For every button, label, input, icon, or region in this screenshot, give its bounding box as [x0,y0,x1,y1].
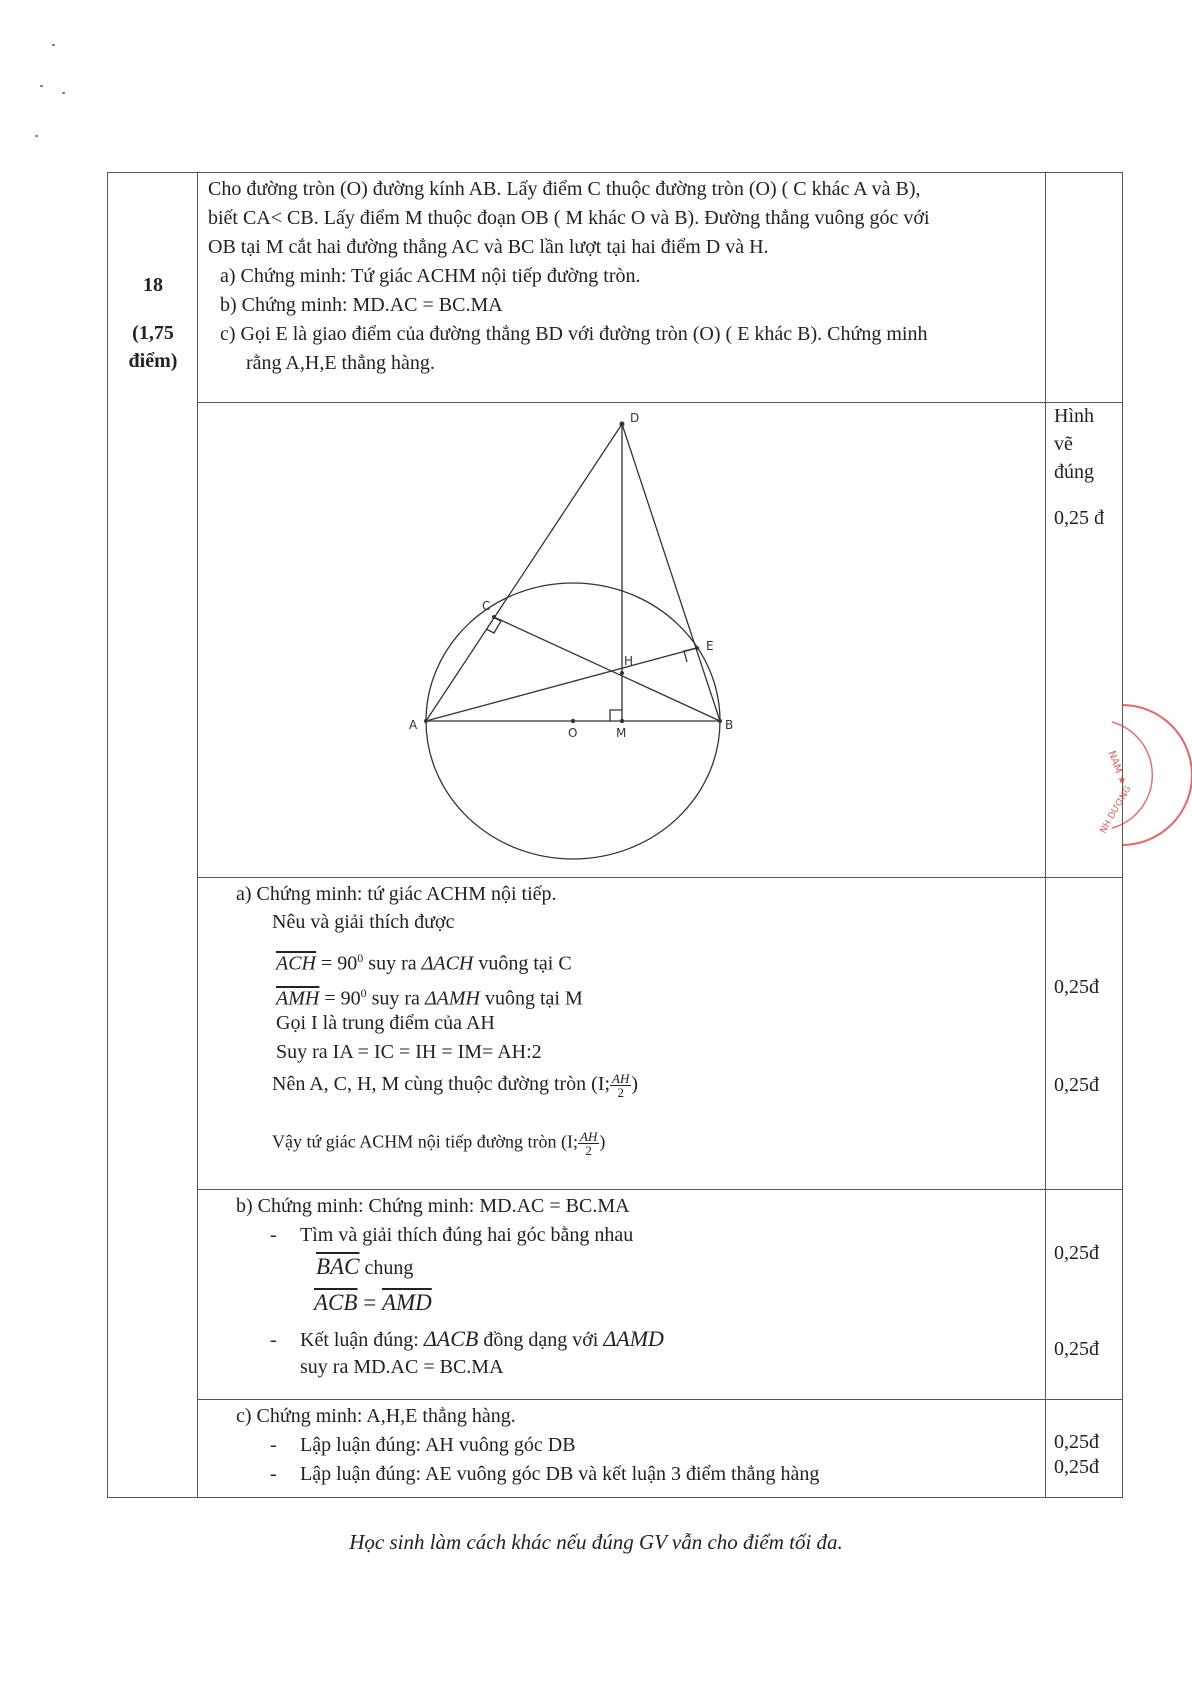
fraction-num: AH [580,1129,598,1144]
problem-cell [198,173,1046,403]
answer-a-line-4: Gọi I là trung điểm của AH [276,1012,495,1034]
right-angle-m [610,710,622,721]
answer-c-line-1: Lập luận đúng: AH vuông góc DB [300,1434,576,1456]
answer-a-score-1: 0,25đ [1054,976,1099,998]
degree: 0 [360,986,367,1000]
right-angle-e [684,648,697,662]
answer-table [107,172,1123,1498]
problem-line-3: OB tại M cắt hai đường thẳng AC và BC lần lượt tại hai điểm D và H. [208,236,769,258]
label-b: B [725,718,734,732]
answer-c-dash-2: - [270,1463,277,1485]
angle-ach: $\overline{ACH}$ [276,952,316,975]
circle-statement: Nên A, C, H, M cùng thuộc đường tròn (I; [272,1073,611,1095]
answer-b-score-1: 0,25đ [1054,1242,1099,1264]
answer-a-score-cell [1046,878,1123,1190]
problem-part-b: b) Chứng minh: MD.AC = BC.MA [220,294,503,316]
answer-b-line-5: suy ra MD.AC = BC.MA [300,1356,504,1378]
problem-line-2: biết CA< CB. Lấy điểm M thuộc đoạn OB ( M khác O và B). Đường thẳng vuông góc với [208,207,930,229]
figure-score-label-3: đúng [1054,461,1094,483]
label-d: D [630,411,640,425]
answer-b-line-1: Tìm và giải thích đúng hai góc bằng nhau [300,1224,634,1246]
problem-part-a: a) Chứng minh: Tứ giác ACHM nội tiếp đường tròn. [220,265,641,287]
right-at-m: vuông tại M [480,987,583,1010]
figure-score-label-2: vẽ [1054,433,1073,455]
answer-a-line-7 [272,1130,605,1157]
problem-line-1: Cho đường tròn (O) đường kính AB. Lấy điểm C thuộc đường tròn (O) ( C khác A và B), [208,178,921,200]
scan-speck [52,44,55,46]
answer-b-title: b) Chứng minh: Chứng minh: MD.AC = BC.MA [236,1195,630,1217]
point-a [424,719,428,723]
point-m [620,719,624,723]
answer-b-line-4 [300,1324,664,1355]
question-points-unit: điểm) [128,350,178,372]
figure-score: 0,25 đ [1054,507,1104,529]
fraction-den: 2 [585,1143,592,1158]
label-h: H [624,654,634,668]
seal-text-2: NH DƯƠNG [1098,784,1134,836]
angle-acb: $\overline{ACB}$ [314,1290,358,1315]
answer-b-score-2: 0,25đ [1054,1338,1099,1360]
right-at-c: vuông tại C [473,952,572,975]
answer-b-dash-1: - [270,1224,277,1246]
figure-cell [198,403,1046,878]
degree: 0 [357,951,364,965]
answer-c-score-1: 0,25đ [1054,1431,1099,1453]
problem-score-cell [1046,173,1123,403]
scan-speck [35,135,38,137]
point-b [718,719,722,723]
problem-part-c: c) Gọi E là giao điểm của đường thẳng BD với đường tròn (O) ( E khác B). Chứng minh [220,323,928,345]
answer-a-line-6 [272,1070,638,1099]
dong-dang: đồng dạng với [478,1329,604,1351]
eq-90: = 90 [316,952,358,975]
chung: chung [359,1257,414,1279]
triangle-acb: ΔACB [423,1326,479,1351]
answer-c-cell [198,1400,1046,1498]
scan-speck [40,85,43,87]
angle-bac: $\overline{BAC}$ [316,1254,360,1279]
answer-a-score-2: 0,25đ [1054,1074,1099,1096]
line-db [622,424,720,721]
ket-luan: Kết luận đúng: [300,1329,424,1351]
seal-text: NAM ★ [1105,749,1128,787]
problem-part-c-cont: rằng A,H,E thẳng hàng. [246,352,435,374]
geometry-figure [198,403,1036,873]
answer-b-line-2 [316,1254,413,1280]
answer-b-line-3 [314,1290,432,1316]
answer-a-line-2 [276,944,572,979]
footer-note: Học sinh làm cách khác nếu đúng GV vẫn cho điểm tối đa. [349,1530,843,1554]
answer-a-line-1: Nêu và giải thích được [272,911,455,933]
fraction-den: 2 [617,1084,624,1100]
fraction-num: AH [612,1070,630,1086]
triangle-amd: ΔAMD [603,1326,664,1351]
point-c [492,615,496,619]
scan-speck [62,92,65,94]
point-d [620,422,625,427]
suy-ra: suy ra [363,952,422,975]
label-o: O [568,726,578,740]
figure-score-label-1: Hình [1054,405,1094,427]
close-paren: ) [599,1131,606,1152]
angle-amh: $\overline{AMH}$ [276,987,320,1010]
label-c: C [482,599,491,613]
close-paren: ) [631,1073,639,1095]
question-number-cell [108,173,198,1498]
label-a: A [409,718,418,732]
suy-ra: suy ra [366,987,425,1010]
eq-90: = 90 [319,987,361,1010]
question-points: (1,75 [132,322,174,344]
answer-a-title: a) Chứng minh: tứ giác ACHM nội tiếp. [236,883,557,905]
answer-b-score-cell [1046,1190,1123,1400]
answer-a-line-5: Suy ra IA = IC = IH = IM= AH:2 [276,1041,542,1063]
point-h [620,671,624,675]
answer-b-dash-2: - [270,1329,277,1351]
question-number: 18 [143,274,163,296]
answer-c-line-2: Lập luận đúng: AE vuông góc DB và kết luận 3 điểm thẳng hàng [300,1463,820,1485]
label-e: E [706,639,714,653]
conclusion: Vậy tứ giác ACHM nội tiếp đường tròn (I; [272,1131,578,1152]
official-seal [1082,700,1192,850]
answer-c-title: c) Chứng minh: A,H,E thẳng hàng. [236,1405,516,1427]
answer-b-cell [198,1190,1046,1400]
triangle-amh: ΔAMH [424,987,480,1010]
point-o [571,719,575,723]
triangle-ach: ΔACH [421,952,474,975]
answer-c-dash-1: - [270,1434,277,1456]
fraction-ah-2 [578,1130,599,1157]
answer-c-score-cell [1046,1400,1123,1498]
angle-amd: $\overline{AMD}$ [381,1290,432,1315]
answer-c-score-2: 0,25đ [1054,1456,1099,1478]
equals: = [357,1290,382,1315]
label-m: M [616,726,627,740]
fraction-ah-2 [610,1072,631,1099]
point-e [695,646,699,650]
answer-a-cell [198,878,1046,1190]
